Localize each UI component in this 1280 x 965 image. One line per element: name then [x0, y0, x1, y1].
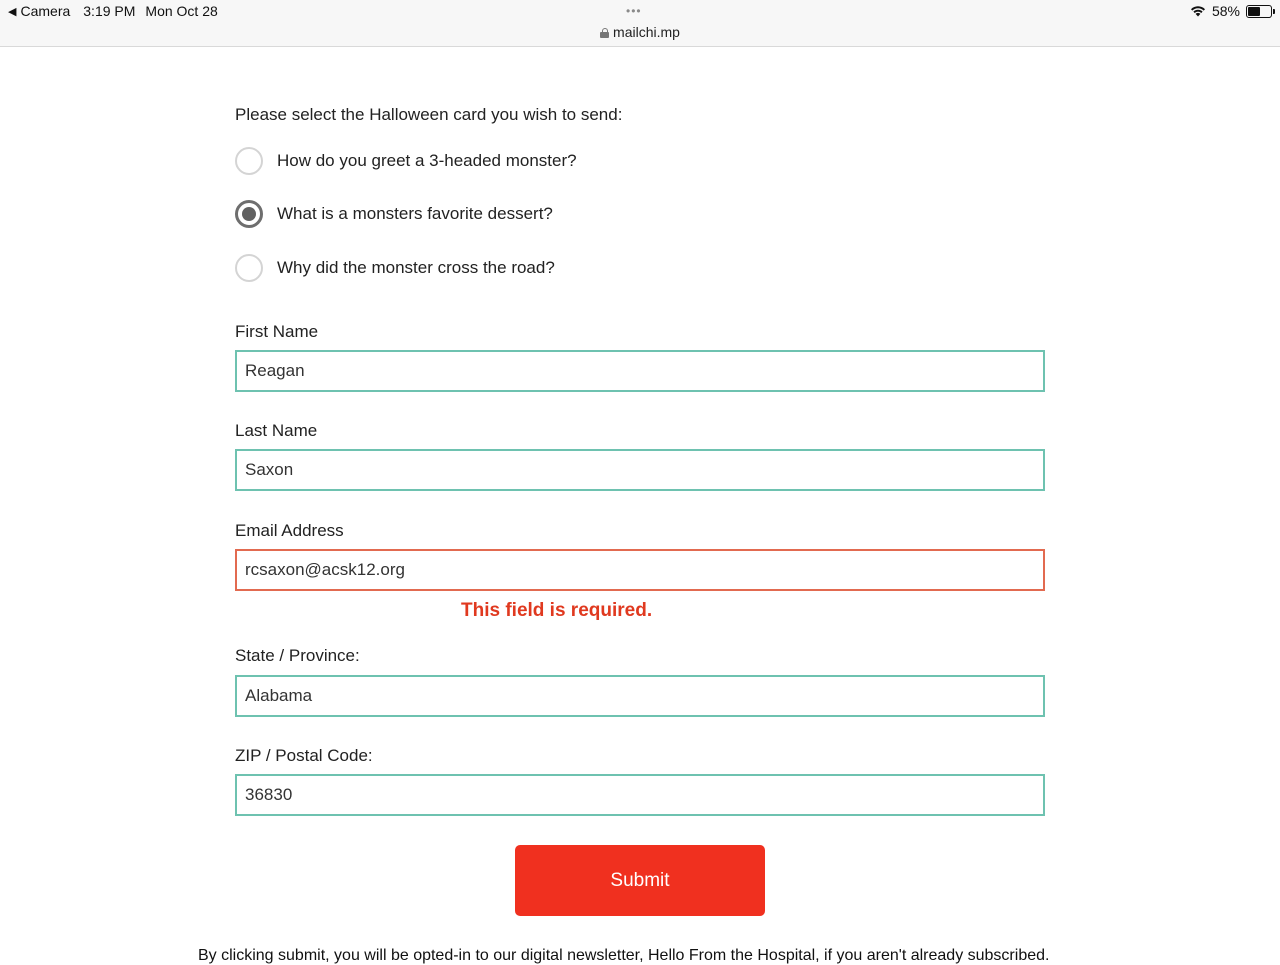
- radio-button-selected[interactable]: [235, 200, 263, 228]
- battery-percent: 58%: [1211, 3, 1240, 19]
- card-option-2[interactable]: [235, 199, 553, 229]
- email-field[interactable]: [235, 549, 1045, 591]
- zip-label: ZIP / Postal Code:: [235, 746, 373, 765]
- url-text: mailchi.mp: [613, 24, 680, 40]
- battery-icon: [1246, 5, 1272, 18]
- card-option-label[interactable]: How do you greet a 3-headed monster?: [277, 151, 577, 170]
- email-error-message: This field is required.: [461, 600, 653, 621]
- first-name-label: First Name: [235, 322, 319, 341]
- status-bar-left: [8, 3, 218, 19]
- card-option-label[interactable]: What is a monsters favorite dessert?: [277, 204, 553, 223]
- lock-icon: [600, 28, 609, 38]
- state-field[interactable]: [235, 675, 1045, 717]
- status-date: Mon Oct 28: [145, 3, 218, 19]
- submit-button[interactable]: Submit: [515, 845, 765, 916]
- last-name-label: Last Name: [235, 421, 318, 440]
- email-label: Email Address: [235, 521, 344, 540]
- zip-field[interactable]: [235, 774, 1045, 816]
- status-time: 3:19 PM: [83, 3, 136, 19]
- card-option-1[interactable]: [235, 146, 577, 176]
- newsletter-disclaimer: By clicking submit, you will be opted-in to our digital newsletter, Hello From the Hospital, if you aren't already subscribed.: [198, 947, 1050, 964]
- multitasking-dots-icon[interactable]: •••: [626, 4, 642, 18]
- state-label: State / Province:: [235, 646, 360, 665]
- wifi-icon: [1190, 5, 1206, 17]
- last-name-field[interactable]: [235, 449, 1045, 491]
- first-name-field[interactable]: [235, 350, 1045, 392]
- card-option-3[interactable]: [235, 253, 555, 283]
- status-bar-right: [1190, 3, 1272, 19]
- browser-top-bar: [0, 0, 1280, 47]
- card-question: Please select the Halloween card you wish to send:: [235, 105, 623, 124]
- back-to-app-label[interactable]: Camera: [20, 3, 71, 19]
- card-option-label[interactable]: Why did the monster cross the road?: [277, 258, 555, 277]
- radio-button[interactable]: [235, 147, 263, 175]
- address-bar[interactable]: [0, 24, 1280, 40]
- back-arrow-icon[interactable]: ◀: [8, 5, 17, 18]
- radio-button[interactable]: [235, 254, 263, 282]
